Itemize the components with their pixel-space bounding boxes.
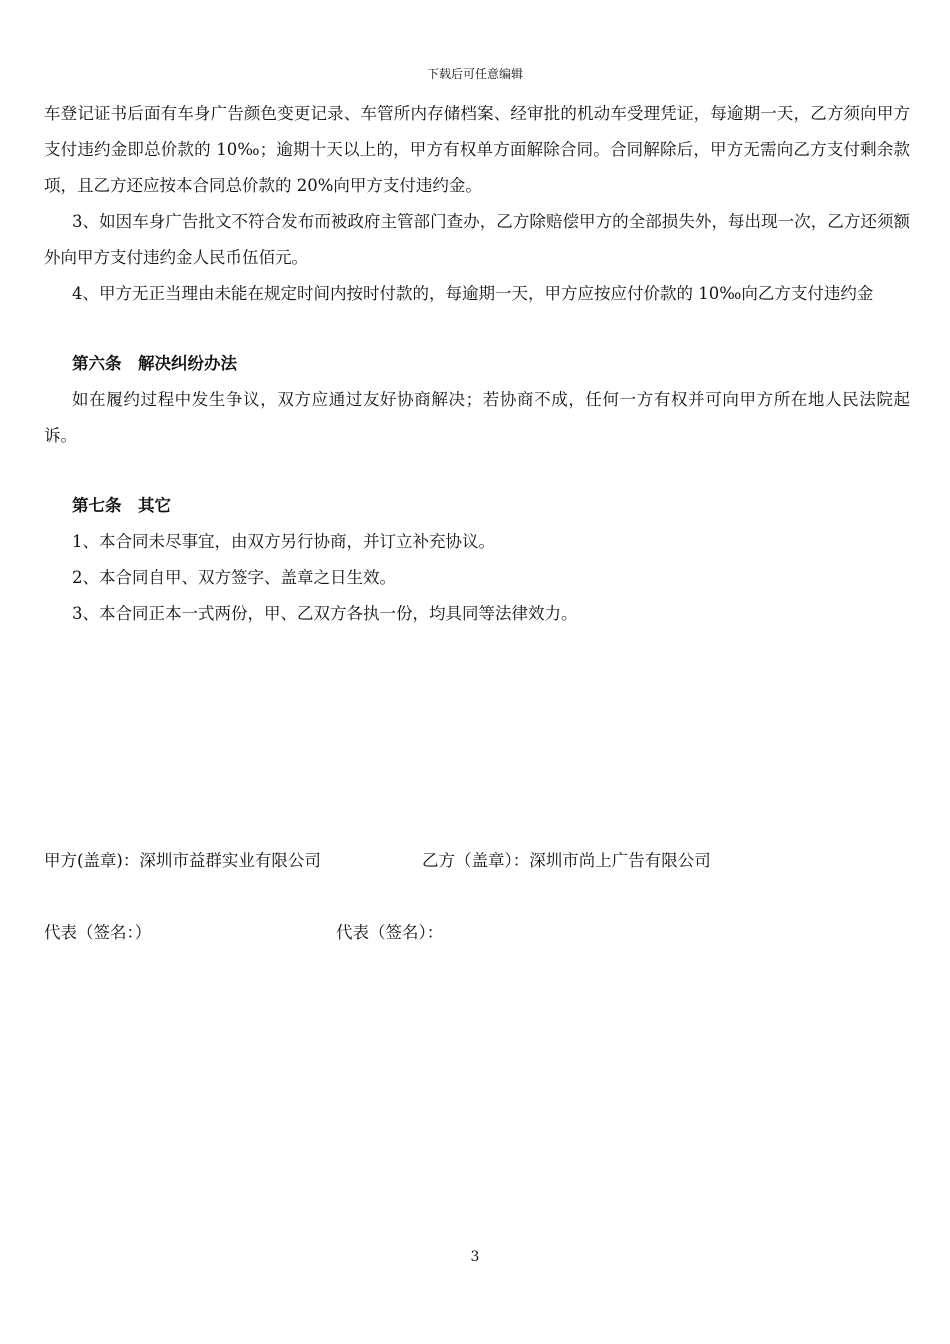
party-b-representative: 代表（签名）：: [336, 923, 444, 942]
article-6-text: 如在履约过程中发生争议，双方应通过友好协商解决；若协商不成，任何一方有权并可向甲方所在地人民法院起诉。: [44, 390, 910, 445]
document-body: [44, 96, 910, 632]
article-7-item-3: 3、本合同正本一式两份，甲、乙双方各执一份，均具同等法律效力。: [72, 604, 578, 623]
signature-row-representatives: [44, 921, 443, 945]
page-number: 3: [470, 1249, 480, 1265]
party-a-representative: 代表（签名：）: [44, 923, 152, 942]
paragraph-3: 4、甲方无正当理由未能在规定时间内按时付款的，每逾期一天，甲方应按应付价款的 10‰向乙方支付违约金: [72, 284, 874, 303]
article-7-item-2: 2、本合同自甲、双方签字、盖章之日生效。: [72, 568, 396, 587]
signature-row-parties: [44, 849, 711, 873]
party-a-seal: 甲方(盖章)：深圳市益群实业有限公司: [44, 851, 321, 870]
page-header-note: 下载后可任意编辑: [426, 67, 523, 81]
paragraph-1: 车登记证书后面有车身广告颜色变更记录、车管所内存储档案、经审批的机动车受理凭证，每逾期一天，乙方须向甲方支付违约金即总价款的 10‰；逾期十天以上的，甲方有权单方面解除合同。合同解除后，甲方无需向乙方支付剩余款项，且乙方还应按本合同总价款的 20%向甲方支付违约金。: [44, 104, 910, 195]
party-b-seal: 乙方（盖章）：深圳市尚上广告有限公司: [422, 851, 711, 870]
article-7-title: 第七条 其它: [72, 496, 171, 515]
paragraph-2: 3、如因车身广告批文不符合发布而被政府主管部门查办，乙方除赔偿甲方的全部损失外，每出现一次，乙方还须额外向甲方支付违约金人民币伍佰元。: [44, 212, 910, 267]
article-6-title: 第六条 解决纠纷办法: [72, 354, 237, 373]
article-7-item-1: 1、本合同未尽事宜，由双方另行协商，并订立补充协议。: [72, 532, 495, 551]
